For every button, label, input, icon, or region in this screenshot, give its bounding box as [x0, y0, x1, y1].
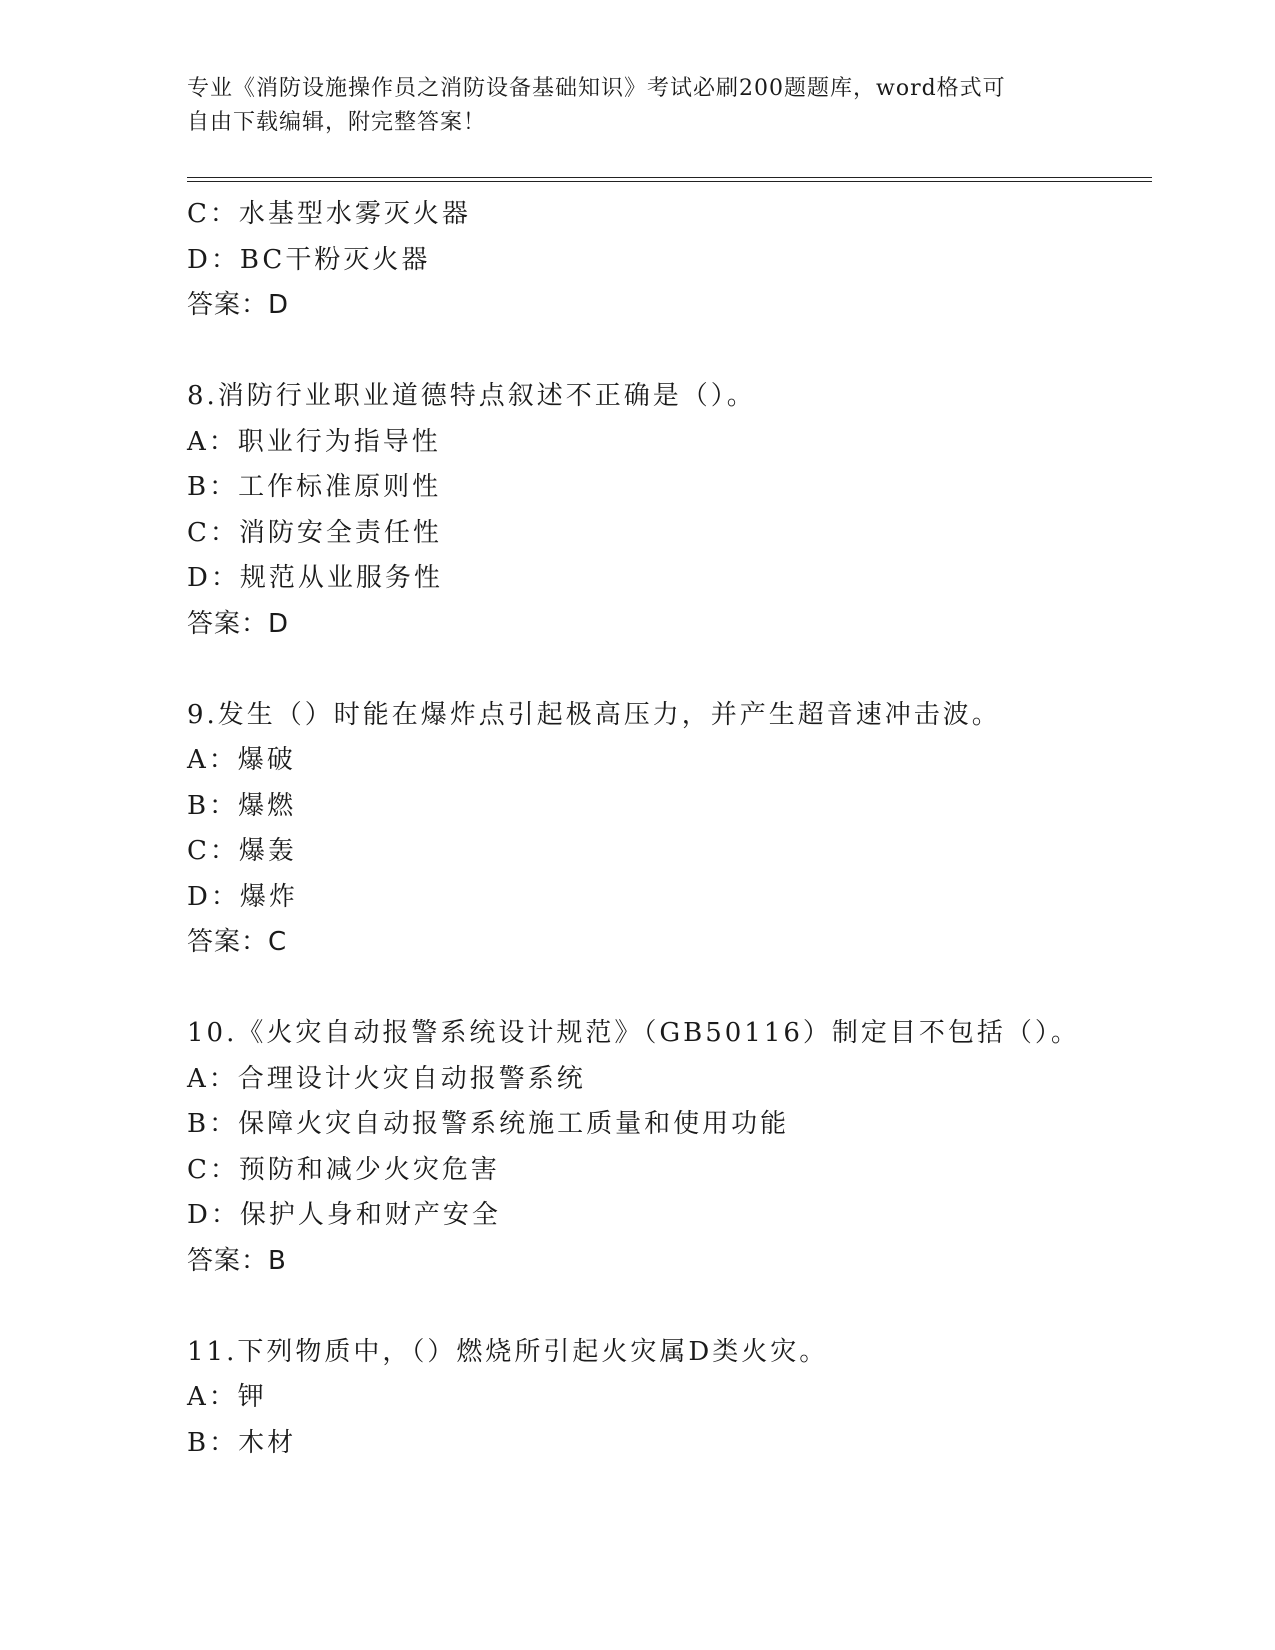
option-a: A：爆破	[187, 745, 296, 775]
document-header	[187, 72, 1067, 140]
option-d: D：规范从业服务性	[187, 563, 443, 593]
option-d: D：爆炸	[187, 881, 298, 912]
option-c: C：爆轰	[187, 836, 297, 866]
spacer	[187, 329, 1152, 375]
option-b: B：保障火灾自动报警系统施工质量和使用功能	[187, 1109, 790, 1139]
option-c: C：预防和减少火灾危害	[187, 1154, 500, 1185]
question-stem: 9.发生（）时能在爆炸点引起极高压力，并产生超音速冲击波。	[187, 699, 1001, 730]
question-8	[187, 374, 1152, 647]
question-stem: 8.消防行业职业道德特点叙述不正确是（）。	[187, 381, 756, 411]
question-stem: 11.下列物质中，（）燃烧所引起火灾属D类火灾。	[187, 1336, 829, 1367]
option-c: C：消防安全责任性	[187, 517, 442, 548]
header-divider-bottom	[187, 181, 1152, 182]
option-b: B：工作标准原则性	[187, 472, 442, 502]
spacer	[187, 966, 1152, 1012]
option-a: A：钾	[187, 1382, 267, 1412]
question-10	[187, 1011, 1152, 1284]
option-c: C：水基型水雾灭火器	[187, 199, 471, 229]
answer-line: 答案：D	[187, 290, 290, 320]
header-divider-top	[187, 177, 1152, 178]
header-title-line-1: 专业《消防设施操作员之消防设备基础知识》考试必刷200题题库，word格式可	[187, 76, 1006, 101]
question-11	[187, 1330, 1152, 1467]
option-b: B：木材	[187, 1427, 297, 1458]
question-stem: 10.《火灾自动报警系统设计规范》（GB50116）制定目不包括（）。	[187, 1018, 1080, 1048]
answer-line: 答案：B	[187, 1245, 287, 1276]
answer-line: 答案：D	[187, 608, 290, 639]
option-d: D：保护人身和财产安全	[187, 1200, 501, 1230]
header-title-line-2: 自由下载编辑，附完整答案！	[187, 110, 487, 135]
option-a: A：合理设计火灾自动报警系统	[187, 1063, 586, 1094]
spacer	[187, 647, 1152, 693]
option-a: A：职业行为指导性	[187, 426, 441, 457]
spacer	[187, 1284, 1152, 1330]
question-7-continued	[187, 192, 1152, 329]
option-b: B：爆燃	[187, 790, 297, 821]
option-d: D：BC干粉灭火器	[187, 244, 431, 275]
question-list	[187, 192, 1152, 1466]
question-9	[187, 693, 1152, 966]
answer-line: 答案：C	[187, 927, 288, 957]
